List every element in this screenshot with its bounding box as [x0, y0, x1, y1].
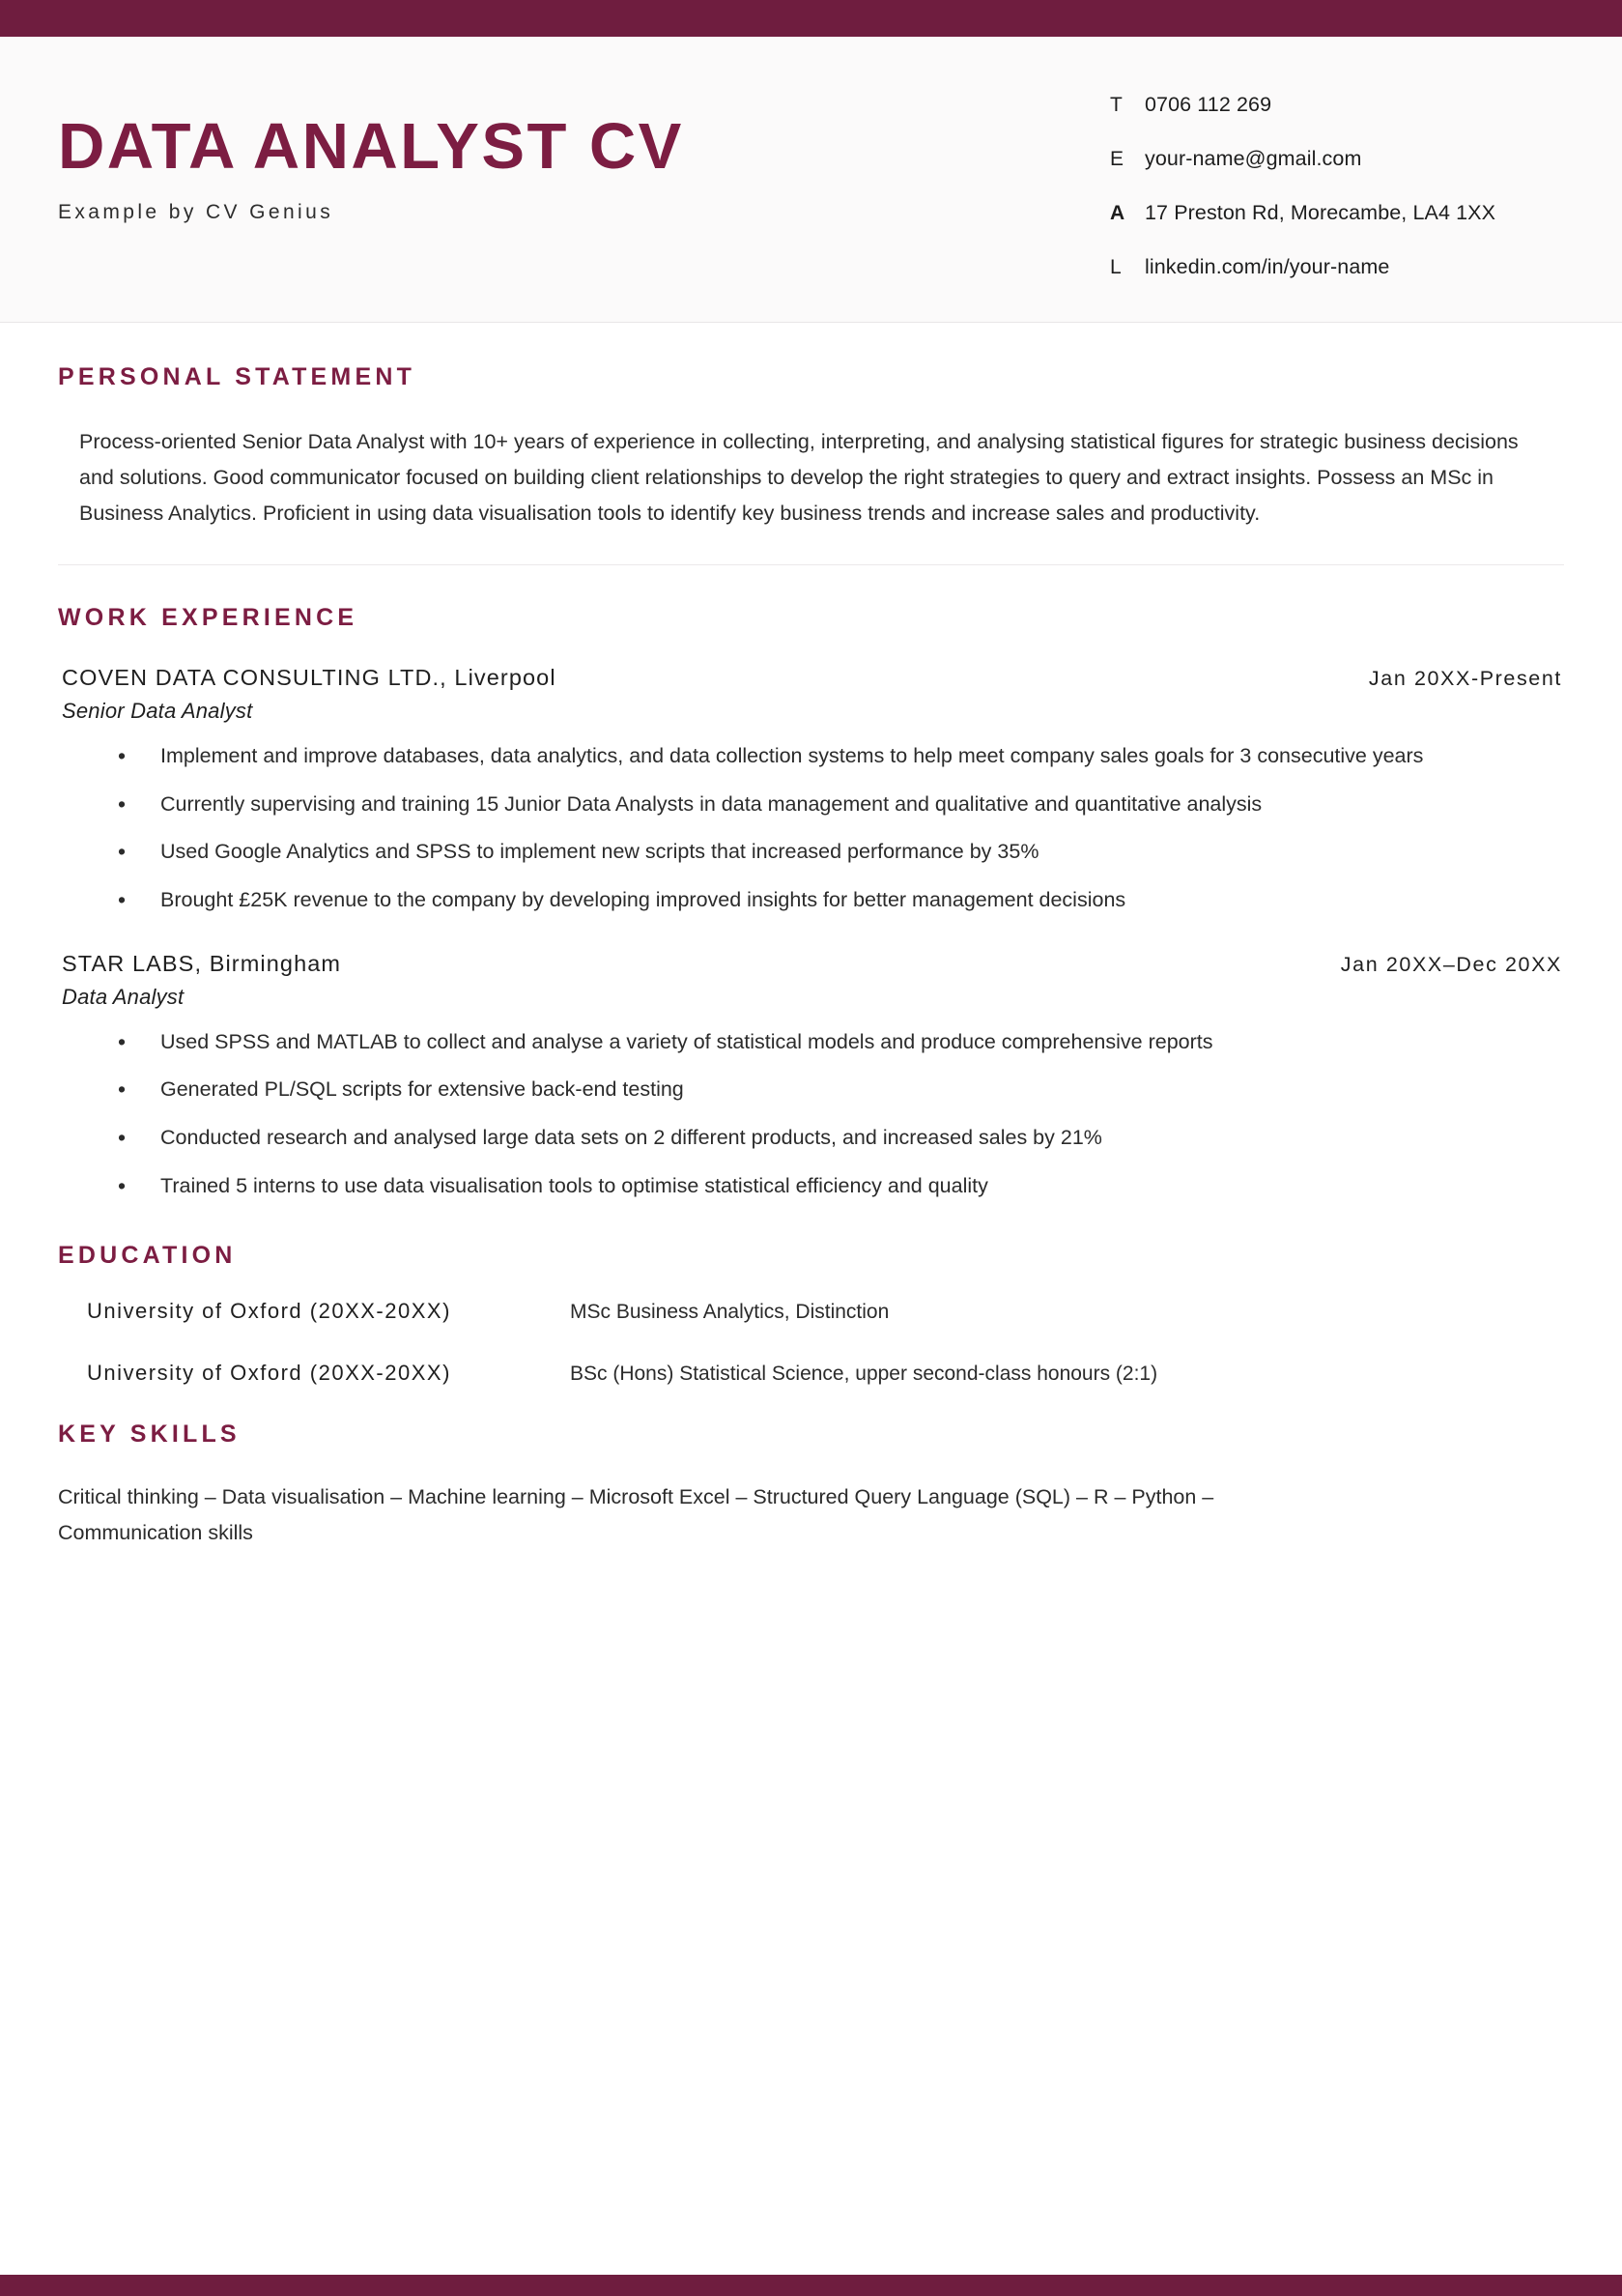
education-heading: EDUCATION: [58, 1242, 237, 1270]
job-bullet: • Generated PL/SQL scripts for extensive back-end testing: [58, 1073, 1564, 1107]
contact-address-value: 17 Preston Rd, Morecambe, LA4 1XX: [1145, 201, 1496, 224]
education-school: University of Oxford (20XX-20XX): [87, 1299, 451, 1324]
job-header: [58, 951, 1564, 977]
education-school: University of Oxford (20XX-20XX): [87, 1361, 451, 1386]
top-accent-bar: [0, 0, 1622, 37]
job-dates: Jan 20XX-Present: [1368, 666, 1562, 690]
address-icon: A: [1110, 202, 1125, 224]
contact-phone-value[interactable]: 0706 112 269: [1145, 93, 1272, 116]
contact-details: [1110, 87, 1564, 279]
job-header: [58, 665, 1564, 691]
bottom-accent-bar: [0, 2275, 1622, 2296]
personal-statement-text: Process-oriented Senior Data Analyst with 10+ years of experience in collecting, interpreting, and analysing statistical figures for strategic business decisions and solutions. Good communicator focused on building client relationships to develop the right strategies to query and extract insights. Possess an MSc in Business Analytics. Proficient in using data visualisation tools to identify key business trends and increase sales and productivity.: [79, 430, 1519, 525]
section-work-experience: [58, 565, 1564, 1204]
contact-row-phone: [1110, 93, 1564, 117]
cv-subtitle: Example by CV Genius: [58, 201, 334, 224]
phone-icon: T: [1110, 94, 1123, 116]
contact-email-value[interactable]: your-name@gmail.com: [1145, 147, 1362, 170]
email-icon: E: [1110, 148, 1124, 170]
job-bullet: • Currently supervising and training 15 Junior Data Analysts in data management and qualitative and quantitative analysis: [58, 788, 1564, 822]
section-key-skills: [58, 1386, 1564, 1549]
linkedin-icon: L: [1110, 256, 1122, 278]
job-bullet: • Used SPSS and MATLAB to collect and analyse a variety of statistical models and produce comprehensive reports: [58, 1025, 1564, 1060]
cv-title: DATA ANALYST CV: [58, 110, 684, 183]
job-bullet: • Used Google Analytics and SPSS to implement new scripts that increased performance by 35%: [58, 835, 1564, 870]
contact-row-email: [1110, 147, 1564, 171]
job-bullet-list: [58, 739, 1564, 918]
job-entry: [58, 951, 1564, 1204]
education-entry: [58, 1361, 1564, 1386]
job-role: Data Analyst: [62, 984, 185, 1009]
contact-row-address: [1110, 201, 1564, 225]
key-skills-text: Critical thinking – Data visualisation – Machine learning – Microsoft Excel – Structured Query Language (SQL) – R – Python – Communication skills: [58, 1485, 1214, 1544]
job-bullet-list: [58, 1025, 1564, 1204]
cv-header: [0, 37, 1622, 323]
personal-statement-heading: PERSONAL STATEMENT: [58, 363, 416, 390]
header-title-block: [58, 87, 684, 224]
job-company: COVEN DATA CONSULTING LTD., Liverpool: [62, 664, 556, 690]
education-list: [58, 1299, 1564, 1386]
education-degree: BSc (Hons) Statistical Science, upper second-class honours (2:1): [570, 1363, 1158, 1386]
job-role: Senior Data Analyst: [62, 698, 253, 723]
job-bullet: • Trained 5 interns to use data visualisation tools to optimise statistical efficiency and quality: [58, 1169, 1564, 1204]
job-bullet: • Conducted research and analysed large data sets on 2 different products, and increased sales by 21%: [58, 1121, 1564, 1156]
section-education: [58, 1203, 1564, 1386]
contact-row-linkedin: [1110, 255, 1564, 279]
section-personal-statement: [58, 323, 1564, 565]
work-experience-heading: WORK EXPERIENCE: [58, 603, 358, 631]
cv-body: [0, 323, 1622, 2296]
key-skills-heading: KEY SKILLS: [58, 1421, 241, 1449]
education-degree: MSc Business Analytics, Distinction: [570, 1301, 890, 1324]
job-dates: Jan 20XX–Dec 20XX: [1340, 952, 1562, 976]
contact-linkedin-value[interactable]: linkedin.com/in/your-name: [1145, 255, 1390, 278]
job-company: STAR LABS, Birmingham: [62, 950, 342, 976]
job-bullet: • Implement and improve databases, data analytics, and data collection systems to help meet company sales goals for 3 consecutive years: [58, 739, 1564, 774]
job-bullet: • Brought £25K revenue to the company by developing improved insights for better management decisions: [58, 883, 1564, 918]
job-entry: [58, 665, 1564, 918]
education-entry: [58, 1299, 1564, 1324]
